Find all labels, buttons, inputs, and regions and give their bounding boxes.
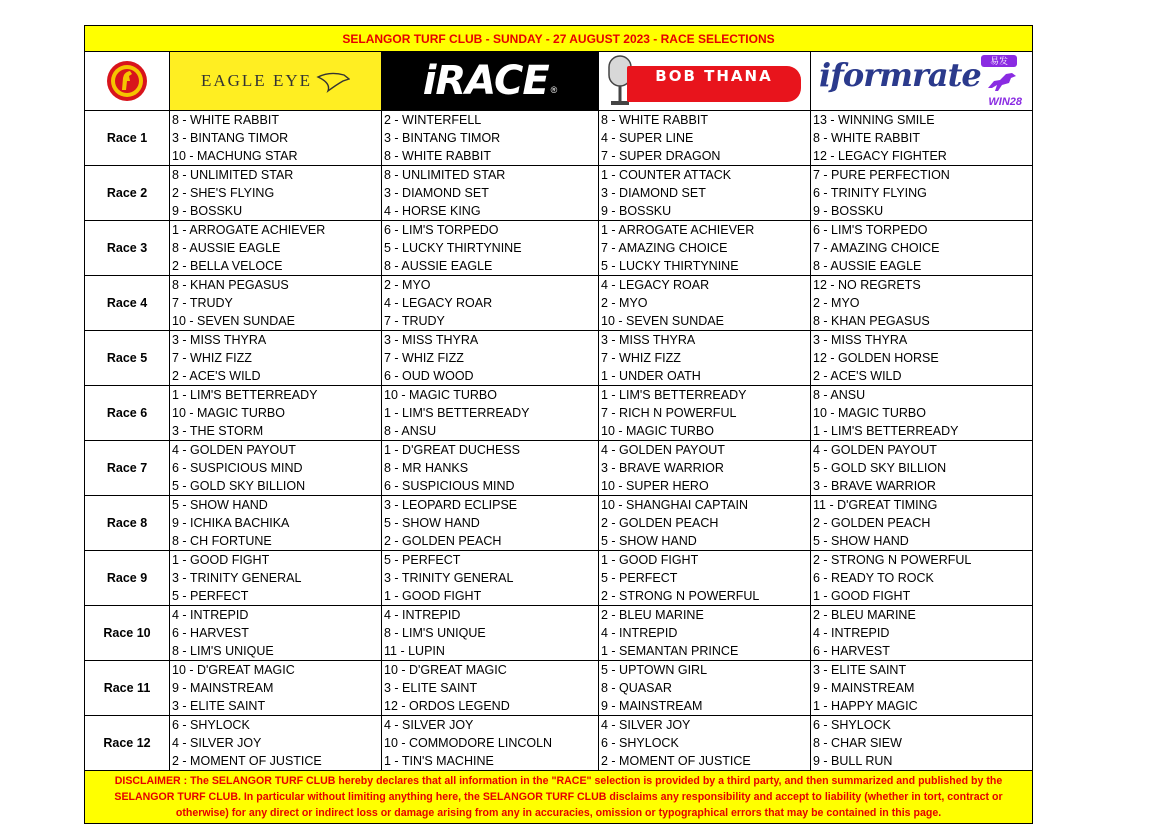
selection-cell — [382, 166, 599, 221]
selection-cell — [811, 496, 1033, 551]
horse-pick: 5 - LUCKY THIRTYNINE — [601, 259, 739, 273]
horse-pick: 12 - ORDOS LEGEND — [384, 699, 510, 713]
horse-pick: 3 - BINTANG TIMOR — [172, 131, 289, 145]
horse-pick: 2 - ACE'S WILD — [172, 369, 261, 383]
horse-pick: 6 - LIM'S TORPEDO — [813, 223, 928, 237]
horse-pick: 2 - GOLDEN PEACH — [384, 534, 502, 548]
selection-cell — [382, 716, 599, 771]
horse-pick: 3 - ELITE SAINT — [172, 699, 266, 713]
horse-pick: 2 - STRONG N POWERFUL — [601, 589, 760, 603]
horse-pick: 9 - BULL RUN — [813, 754, 893, 768]
horse-pick: 4 - LEGACY ROAR — [384, 296, 493, 310]
horse-crest-icon — [105, 59, 149, 103]
horse-pick: 5 - SHOW HAND — [172, 498, 268, 512]
horse-pick: 8 - QUASAR — [601, 681, 672, 695]
race-row — [85, 221, 1033, 276]
eagle-eye-logo — [170, 52, 381, 110]
race-label: Race 1 — [85, 111, 170, 166]
horse-pick: 3 - MISS THYRA — [172, 333, 267, 347]
horse-pick: 10 - D'GREAT MAGIC — [384, 663, 507, 677]
selection-cell — [382, 111, 599, 166]
selection-cell — [170, 166, 382, 221]
selection-cell — [811, 276, 1033, 331]
stc-logo-cell — [85, 52, 170, 111]
horse-pick: 3 - LEOPARD ECLIPSE — [384, 498, 518, 512]
selection-cell — [382, 276, 599, 331]
selection-cell — [382, 441, 599, 496]
horse-pick: 2 - ACE'S WILD — [813, 369, 902, 383]
horse-pick: 2 - BELLA VELOCE — [172, 259, 283, 273]
horse-pick: 8 - CH FORTUNE — [172, 534, 272, 548]
horse-pick: 1 - LIM'S BETTERREADY — [384, 406, 530, 420]
selection-cell — [599, 496, 811, 551]
bob-thana-logo — [599, 52, 810, 110]
horse-pick: 3 - TRINITY GENERAL — [172, 571, 302, 585]
horse-pick: 5 - GOLD SKY BILLION — [172, 479, 306, 493]
race-label: Race 8 — [85, 496, 170, 551]
selection-cell — [382, 606, 599, 661]
horse-pick: 13 - WINNING SMILE — [813, 113, 935, 127]
horse-pick: 10 - COMMODORE LINCOLN — [384, 736, 553, 750]
horse-pick: 2 - STRONG N POWERFUL — [813, 553, 972, 567]
eagle-eye-logo-text: EAGLE EYE — [200, 71, 312, 90]
horse-pick: 2 - MOMENT OF JUSTICE — [172, 754, 322, 768]
horse-pick: 12 - NO REGRETS — [813, 278, 921, 292]
horse-pick: 2 - GOLDEN PEACH — [601, 516, 719, 530]
selection-cell — [599, 441, 811, 496]
racehorse-icon — [985, 68, 1019, 94]
horse-pick: 1 - GOOD FIGHT — [384, 589, 482, 603]
horse-pick: 4 - SILVER JOY — [601, 718, 691, 732]
horse-pick: 6 - LIM'S TORPEDO — [384, 223, 499, 237]
horse-pick: 8 - KHAN PEGASUS — [172, 278, 289, 292]
eagle-head-icon — [316, 69, 350, 93]
race-selections-table — [84, 25, 1033, 824]
selection-cell — [170, 551, 382, 606]
horse-pick: 1 - UNDER OATH — [601, 369, 701, 383]
horse-pick: 10 - SEVEN SUNDAE — [172, 314, 295, 328]
bob-thana-logo-cell — [599, 52, 811, 111]
horse-pick: 8 - MR HANKS — [384, 461, 469, 475]
race-label: Race 7 — [85, 441, 170, 496]
horse-pick: 2 - MYO — [813, 296, 860, 310]
race-label: Race 10 — [85, 606, 170, 661]
horse-pick: 9 - MAINSTREAM — [813, 681, 915, 695]
horse-pick: 1 - LIM'S BETTERREADY — [601, 388, 747, 402]
horse-pick: 4 - SILVER JOY — [172, 736, 262, 750]
horse-pick: 6 - SUSPICIOUS MIND — [384, 479, 515, 493]
horse-pick: 5 - PERFECT — [384, 553, 461, 567]
horse-pick: 5 - LUCKY THIRTYNINE — [384, 241, 522, 255]
eagle-eye-logo-cell — [170, 52, 382, 111]
race-selections-sheet — [84, 25, 1032, 824]
horse-pick: 5 - SHOW HAND — [384, 516, 480, 530]
race-label: Race 5 — [85, 331, 170, 386]
horse-pick: 7 - WHIZ FIZZ — [384, 351, 464, 365]
horse-pick: 5 - SHOW HAND — [601, 534, 697, 548]
horse-pick: 11 - D'GREAT TIMING — [813, 498, 938, 512]
horse-pick: 7 - PURE PERFECTION — [813, 168, 950, 182]
horse-pick: 8 - WHITE RABBIT — [813, 131, 920, 145]
horse-pick: 4 - GOLDEN PAYOUT — [172, 443, 296, 457]
race-label: Race 2 — [85, 166, 170, 221]
race-row — [85, 551, 1033, 606]
selection-cell — [811, 716, 1033, 771]
horse-pick: 2 - MYO — [384, 278, 431, 292]
horse-pick: 3 - DIAMOND SET — [601, 186, 706, 200]
selection-cell — [170, 386, 382, 441]
win28-chinese-text: 易发 — [981, 55, 1017, 67]
horse-pick: 9 - MAINSTREAM — [172, 681, 274, 695]
horse-pick: 4 - INTREPID — [384, 608, 461, 622]
race-label: Race 6 — [85, 386, 170, 441]
horse-pick: 8 - WHITE RABBIT — [384, 149, 491, 163]
horse-pick: 6 - SUSPICIOUS MIND — [172, 461, 303, 475]
horse-pick: 2 - BLEU MARINE — [601, 608, 704, 622]
horse-pick: 7 - AMAZING CHOICE — [813, 241, 940, 255]
horse-pick: 5 - SHOW HAND — [813, 534, 909, 548]
horse-pick: 8 - ANSU — [384, 424, 437, 438]
horse-pick: 1 - HAPPY MAGIC — [813, 699, 918, 713]
horse-pick: 7 - WHIZ FIZZ — [172, 351, 252, 365]
horse-pick: 6 - SHYLOCK — [172, 718, 250, 732]
selection-cell — [599, 166, 811, 221]
horse-pick: 8 - AUSSIE EAGLE — [813, 259, 922, 273]
horse-pick: 4 - SILVER JOY — [384, 718, 474, 732]
horse-pick: 8 - WHITE RABBIT — [172, 113, 279, 127]
horse-pick: 6 - SHYLOCK — [601, 736, 679, 750]
race-label: Race 11 — [85, 661, 170, 716]
iformrate-logo — [811, 52, 1032, 110]
horse-pick: 9 - BOSSKU — [813, 204, 884, 218]
race-row — [85, 441, 1033, 496]
selection-cell — [170, 496, 382, 551]
horse-pick: 6 - HARVEST — [813, 644, 890, 658]
race-row — [85, 661, 1033, 716]
horse-pick: 2 - GOLDEN PEACH — [813, 516, 931, 530]
selection-cell — [811, 441, 1033, 496]
irace-logo-cell — [382, 52, 599, 111]
horse-pick: 2 - SHE'S FLYING — [172, 186, 275, 200]
selection-cell — [382, 661, 599, 716]
selection-cell — [170, 221, 382, 276]
horse-pick: 8 - AUSSIE EAGLE — [172, 241, 281, 255]
selection-cell — [811, 331, 1033, 386]
horse-pick: 7 - AMAZING CHOICE — [601, 241, 728, 255]
horse-pick: 6 - OUD WOOD — [384, 369, 474, 383]
race-row — [85, 111, 1033, 166]
horse-pick: 5 - PERFECT — [601, 571, 678, 585]
horse-pick: 4 - SUPER LINE — [601, 131, 694, 145]
horse-pick: 1 - ARROGATE ACHIEVER — [172, 223, 326, 237]
horse-pick: 8 - LIM'S UNIQUE — [384, 626, 486, 640]
horse-pick: 1 - LIM'S BETTERREADY — [172, 388, 318, 402]
horse-pick: 2 - MYO — [601, 296, 648, 310]
selection-cell — [811, 551, 1033, 606]
race-row — [85, 166, 1033, 221]
race-row — [85, 386, 1033, 441]
race-label: Race 12 — [85, 716, 170, 771]
horse-pick: 10 - SHANGHAI CAPTAIN — [601, 498, 749, 512]
horse-pick: 1 - SEMANTAN PRINCE — [601, 644, 739, 658]
horse-pick: 8 - KHAN PEGASUS — [813, 314, 930, 328]
horse-pick: 9 - ICHIKA BACHIKA — [172, 516, 290, 530]
irace-logo-text: iRACE — [422, 58, 549, 104]
selection-cell — [170, 661, 382, 716]
horse-pick: 4 - HORSE KING — [384, 204, 481, 218]
horse-pick: 6 - READY TO ROCK — [813, 571, 934, 585]
selection-cell — [811, 111, 1033, 166]
page-title: SELANGOR TURF CLUB - SUNDAY - 27 AUGUST 2023 - RACE SELECTIONS — [85, 26, 1033, 52]
horse-pick: 3 - MISS THYRA — [601, 333, 696, 347]
horse-pick: 7 - TRUDY — [172, 296, 233, 310]
horse-pick: 10 - MAGIC TURBO — [601, 424, 714, 438]
horse-pick: 3 - MISS THYRA — [384, 333, 479, 347]
horse-pick: 3 - MISS THYRA — [813, 333, 908, 347]
horse-pick: 10 - MAGIC TURBO — [813, 406, 926, 420]
horse-pick: 8 - AUSSIE EAGLE — [384, 259, 493, 273]
iformrate-logo-text: iformrate — [819, 56, 981, 94]
horse-pick: 2 - MOMENT OF JUSTICE — [601, 754, 751, 768]
race-rows — [85, 111, 1033, 771]
selection-cell — [382, 221, 599, 276]
horse-pick: 8 - UNLIMITED STAR — [384, 168, 506, 182]
horse-pick: 8 - LIM'S UNIQUE — [172, 644, 274, 658]
horse-pick: 4 - LEGACY ROAR — [601, 278, 710, 292]
selection-cell — [599, 331, 811, 386]
race-label: Race 3 — [85, 221, 170, 276]
horse-pick: 6 - SHYLOCK — [813, 718, 891, 732]
selection-cell — [599, 551, 811, 606]
iformrate-logo-cell — [811, 52, 1033, 111]
horse-pick: 3 - BRAVE WARRIOR — [813, 479, 936, 493]
race-row — [85, 331, 1033, 386]
selection-cell — [599, 221, 811, 276]
horse-pick: 9 - BOSSKU — [172, 204, 243, 218]
selection-cell — [382, 551, 599, 606]
horse-pick: 1 - GOOD FIGHT — [601, 553, 699, 567]
selection-cell — [811, 386, 1033, 441]
horse-pick: 9 - MAINSTREAM — [601, 699, 703, 713]
selection-cell — [599, 606, 811, 661]
horse-pick: 8 - UNLIMITED STAR — [172, 168, 294, 182]
selection-cell — [599, 661, 811, 716]
bob-thana-logo-text: BOB THANA — [627, 66, 801, 102]
horse-pick: 1 - COUNTER ATTACK — [601, 168, 732, 182]
horse-pick: 3 - BRAVE WARRIOR — [601, 461, 724, 475]
horse-pick: 10 - MACHUNG STAR — [172, 149, 298, 163]
horse-pick: 10 - SEVEN SUNDAE — [601, 314, 724, 328]
horse-pick: 1 - LIM'S BETTERREADY — [813, 424, 959, 438]
horse-pick: 5 - UPTOWN GIRL — [601, 663, 708, 677]
horse-pick: 10 - D'GREAT MAGIC — [172, 663, 295, 677]
horse-pick: 11 - LUPIN — [384, 644, 445, 658]
horse-pick: 3 - TRINITY GENERAL — [384, 571, 514, 585]
selection-cell — [170, 276, 382, 331]
race-label: Race 9 — [85, 551, 170, 606]
irace-logo: iRACE ® — [382, 52, 598, 110]
horse-pick: 12 - GOLDEN HORSE — [813, 351, 939, 365]
disclaimer: DISCLAIMER : The SELANGOR TURF CLUB hereby declares that all information in the "RACE" selection is provided by a third party, and then summarized and published by the SELANGOR TURF CLUB. In particular without limiting anything here, the SELANGOR TURF CLUB disclaims any responsibility and accept to liability (whether in tort, contract or otherwise) for any direct or indirect loss or damage arising from any in accuracies, omission or typographical errors that may be contained in this page. — [85, 771, 1033, 824]
selection-cell — [382, 331, 599, 386]
horse-pick: 3 - BINTANG TIMOR — [384, 131, 501, 145]
horse-pick: 4 - INTREPID — [172, 608, 249, 622]
selection-cell — [170, 111, 382, 166]
horse-pick: 1 - GOOD FIGHT — [813, 589, 911, 603]
horse-pick: 4 - GOLDEN PAYOUT — [601, 443, 725, 457]
selection-cell — [382, 386, 599, 441]
selection-cell — [599, 386, 811, 441]
horse-pick: 6 - TRINITY FLYING — [813, 186, 927, 200]
horse-pick: 1 - D'GREAT DUCHESS — [384, 443, 520, 457]
horse-pick: 7 - RICH N POWERFUL — [601, 406, 737, 420]
horse-pick: 5 - GOLD SKY BILLION — [813, 461, 947, 475]
horse-pick: 1 - GOOD FIGHT — [172, 553, 270, 567]
selection-cell — [811, 661, 1033, 716]
selection-cell — [811, 166, 1033, 221]
selangor-turf-club-logo — [85, 52, 169, 110]
selection-cell — [599, 111, 811, 166]
selection-cell — [170, 716, 382, 771]
horse-pick: 8 - WHITE RABBIT — [601, 113, 708, 127]
horse-pick: 6 - HARVEST — [172, 626, 249, 640]
horse-pick: 10 - SUPER HERO — [601, 479, 709, 493]
race-row — [85, 606, 1033, 661]
horse-pick: 4 - INTREPID — [813, 626, 890, 640]
selection-cell — [170, 441, 382, 496]
horse-pick: 1 - ARROGATE ACHIEVER — [601, 223, 755, 237]
horse-pick: 3 - ELITE SAINT — [813, 663, 907, 677]
race-row — [85, 276, 1033, 331]
race-row — [85, 716, 1033, 771]
horse-pick: 10 - MAGIC TURBO — [172, 406, 285, 420]
race-row — [85, 496, 1033, 551]
horse-pick: 3 - THE STORM — [172, 424, 264, 438]
horse-pick: 3 - ELITE SAINT — [384, 681, 478, 695]
horse-pick: 7 - WHIZ FIZZ — [601, 351, 681, 365]
selection-cell — [599, 276, 811, 331]
selection-cell — [170, 331, 382, 386]
selection-cell — [170, 606, 382, 661]
horse-pick: 10 - MAGIC TURBO — [384, 388, 497, 402]
horse-pick: 8 - ANSU — [813, 388, 866, 402]
horse-pick: 2 - BLEU MARINE — [813, 608, 916, 622]
horse-pick: 3 - DIAMOND SET — [384, 186, 489, 200]
horse-pick: 2 - WINTERFELL — [384, 113, 482, 127]
horse-pick: 12 - LEGACY FIGHTER — [813, 149, 947, 163]
selection-cell — [382, 496, 599, 551]
horse-pick: 7 - SUPER DRAGON — [601, 149, 721, 163]
horse-pick: 4 - GOLDEN PAYOUT — [813, 443, 937, 457]
win28-label: WIN28 — [988, 96, 1022, 108]
horse-pick: 9 - BOSSKU — [601, 204, 672, 218]
race-label: Race 4 — [85, 276, 170, 331]
horse-pick: 4 - INTREPID — [601, 626, 678, 640]
horse-pick: 1 - TIN'S MACHINE — [384, 754, 494, 768]
horse-pick: 7 - TRUDY — [384, 314, 445, 328]
selection-cell — [811, 606, 1033, 661]
selection-cell — [811, 221, 1033, 276]
selection-cell — [599, 716, 811, 771]
horse-pick: 5 - PERFECT — [172, 589, 249, 603]
horse-pick: 8 - CHAR SIEW — [813, 736, 902, 750]
